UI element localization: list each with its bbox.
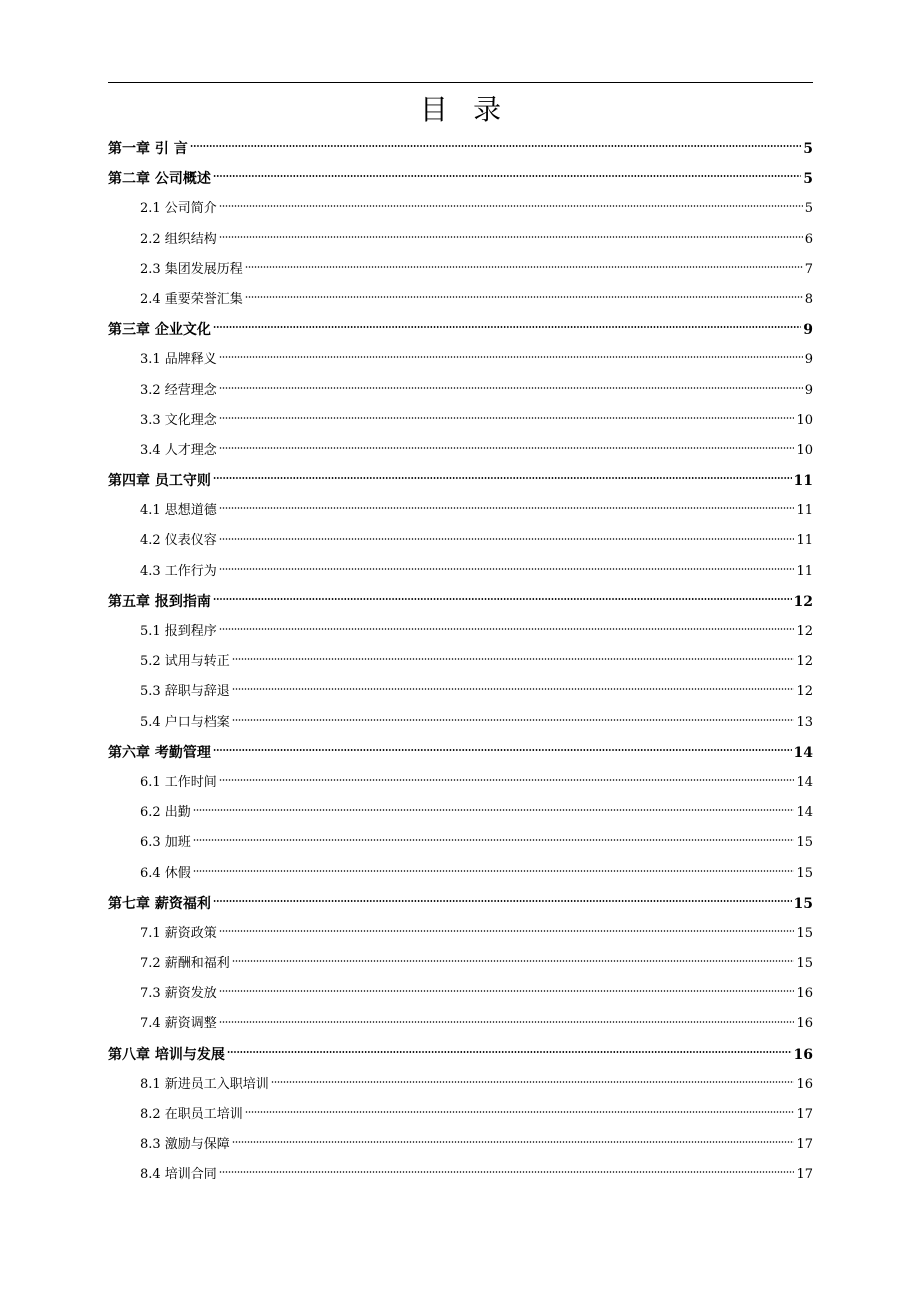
toc-dot-leader xyxy=(213,900,792,902)
toc-entry-page-number: 11 xyxy=(796,503,813,519)
toc-entry-page-number: 12 xyxy=(796,654,813,670)
toc-entry-page-number: 15 xyxy=(796,956,813,972)
toc-entry-page-number: 9 xyxy=(804,352,813,368)
toc-entry-label: 8.4 培训合同 xyxy=(140,1167,217,1183)
toc-entry-page-number: 5 xyxy=(803,171,813,188)
toc-dot-leader xyxy=(232,688,795,690)
toc-chapter-entry[interactable] xyxy=(108,889,813,919)
toc-section-entry[interactable] xyxy=(108,677,813,707)
toc-section-entry[interactable] xyxy=(108,979,813,1009)
toc-section-entry[interactable] xyxy=(108,225,813,255)
toc-dot-leader xyxy=(232,719,795,721)
toc-section-entry[interactable] xyxy=(108,949,813,979)
toc-dot-leader xyxy=(193,809,795,811)
toc-entry-label: 3.4 人才理念 xyxy=(140,442,217,458)
toc-entry-page-number: 10 xyxy=(796,442,813,458)
toc-section-entry[interactable] xyxy=(108,255,813,285)
toc-entry-label: 第五章 报到指南 xyxy=(108,593,211,610)
toc-section-entry[interactable] xyxy=(108,557,813,587)
toc-dot-leader xyxy=(213,175,801,177)
toc-entry-page-number: 15 xyxy=(796,835,813,851)
toc-dot-leader xyxy=(219,538,795,540)
toc-entry-label: 7.3 薪资发放 xyxy=(140,986,217,1002)
toc-entry-page-number: 15 xyxy=(796,865,813,881)
toc-entry-page-number: 11 xyxy=(796,563,813,579)
toc-entry-label: 第七章 薪资福利 xyxy=(108,895,211,912)
toc-entry-label: 第二章 公司概述 xyxy=(108,171,211,188)
toc-entry-label: 第一章 引 言 xyxy=(108,141,188,157)
toc-entry-label: 7.1 薪资政策 xyxy=(140,925,217,941)
toc-entry-label: 第三章 企业文化 xyxy=(108,322,211,339)
toc-entry-label: 5.2 试用与转正 xyxy=(140,654,230,670)
toc-dot-leader xyxy=(232,1141,795,1143)
toc-title: 目录 xyxy=(419,93,527,126)
toc-entry-label: 4.2 仪表仪容 xyxy=(140,533,217,549)
toc-chapter-entry[interactable] xyxy=(108,134,813,164)
toc-entry-page-number: 9 xyxy=(803,322,813,339)
toc-entry-label: 6.1 工作时间 xyxy=(140,774,217,790)
toc-entry-page-number: 16 xyxy=(796,1076,813,1092)
toc-dot-leader xyxy=(219,930,795,932)
toc-entry-page-number: 15 xyxy=(793,895,813,912)
toc-dot-leader xyxy=(219,507,795,509)
toc-section-entry[interactable] xyxy=(108,1070,813,1100)
toc-entry-label: 7.2 薪酬和福利 xyxy=(140,956,230,972)
toc-entry-page-number: 16 xyxy=(796,986,813,1002)
toc-chapter-entry[interactable] xyxy=(108,738,813,768)
toc-section-entry[interactable] xyxy=(108,496,813,526)
toc-entry-label: 5.3 辞职与辞退 xyxy=(140,684,230,700)
toc-dot-leader xyxy=(219,779,795,781)
toc-section-entry[interactable] xyxy=(108,1100,813,1130)
toc-entry-page-number: 9 xyxy=(804,382,813,398)
toc-chapter-entry[interactable] xyxy=(108,466,813,496)
toc-entry-label: 3.2 经营理念 xyxy=(140,382,217,398)
toc-entry-label: 8.3 激励与保障 xyxy=(140,1137,230,1153)
toc-dot-leader xyxy=(219,447,795,449)
toc-entry-page-number: 8 xyxy=(804,291,813,307)
toc-section-entry[interactable] xyxy=(108,828,813,858)
toc-section-entry[interactable] xyxy=(108,708,813,738)
toc-dot-leader xyxy=(245,296,803,298)
toc-dot-leader xyxy=(219,356,803,358)
toc-entry-page-number: 16 xyxy=(796,1016,813,1032)
toc-entry-page-number: 15 xyxy=(796,925,813,941)
toc-section-entry[interactable] xyxy=(108,1130,813,1160)
toc-section-entry[interactable] xyxy=(108,919,813,949)
toc-chapter-entry[interactable] xyxy=(108,587,813,617)
toc-chapter-entry[interactable] xyxy=(108,315,813,345)
toc-entry-label: 6.4 休假 xyxy=(140,865,191,881)
toc-section-entry[interactable] xyxy=(108,526,813,556)
toc-dot-leader xyxy=(213,477,792,479)
toc-section-entry[interactable] xyxy=(108,1009,813,1039)
toc-dot-leader xyxy=(193,870,795,872)
toc-entry-page-number: 13 xyxy=(796,714,813,730)
toc-entry-label: 2.1 公司简介 xyxy=(140,201,217,217)
toc-section-entry[interactable] xyxy=(108,406,813,436)
toc-dot-leader xyxy=(227,1051,792,1053)
toc-entry-page-number: 12 xyxy=(796,624,813,639)
toc-dot-leader xyxy=(271,1081,795,1083)
toc-dot-leader xyxy=(232,960,795,962)
toc-entry-page-number: 14 xyxy=(796,774,813,790)
toc-dot-leader xyxy=(213,598,792,600)
toc-entry-label: 第四章 员工守则 xyxy=(108,473,211,490)
toc-entry-label: 4.3 工作行为 xyxy=(140,563,217,579)
toc-entry-page-number: 7 xyxy=(804,261,813,277)
toc-dot-leader xyxy=(190,145,802,147)
toc-section-entry[interactable] xyxy=(108,617,813,647)
toc-entry-label: 8.1 新进员工入职培训 xyxy=(140,1076,269,1092)
toc-dot-leader xyxy=(219,568,795,570)
toc-entry-page-number: 5 xyxy=(803,141,813,157)
toc-chapter-entry[interactable] xyxy=(108,1040,813,1070)
toc-section-entry[interactable] xyxy=(108,285,813,315)
toc-entry-label: 8.2 在职员工培训 xyxy=(140,1107,243,1122)
toc-entry-label: 5.4 户口与档案 xyxy=(140,714,230,730)
toc-entry-label: 6.3 加班 xyxy=(140,835,191,851)
toc-dot-leader xyxy=(219,387,803,389)
toc-section-entry[interactable] xyxy=(108,345,813,375)
toc-entry-page-number: 12 xyxy=(793,593,813,610)
toc-dot-leader xyxy=(213,326,801,328)
toc-chapter-entry[interactable] xyxy=(108,164,813,194)
toc-section-entry[interactable] xyxy=(108,376,813,406)
toc-dot-leader xyxy=(219,628,795,630)
toc-dot-leader xyxy=(219,417,795,419)
toc-entry-label: 4.1 思想道德 xyxy=(140,503,217,519)
toc-entry-label: 3.1 品牌释义 xyxy=(140,352,217,368)
toc-entry-page-number: 5 xyxy=(804,201,813,217)
header-rule xyxy=(108,82,813,83)
toc-list xyxy=(108,134,813,1191)
toc-entry-label: 5.1 报到程序 xyxy=(140,624,217,639)
toc-section-entry[interactable] xyxy=(108,1160,813,1190)
toc-entry-page-number: 16 xyxy=(793,1046,813,1063)
toc-entry-page-number: 17 xyxy=(796,1167,813,1183)
toc-entry-page-number: 14 xyxy=(793,744,813,761)
toc-entry-page-number: 14 xyxy=(796,805,813,821)
toc-section-entry[interactable] xyxy=(108,768,813,798)
toc-entry-page-number: 10 xyxy=(796,412,813,428)
toc-section-entry[interactable] xyxy=(108,436,813,466)
toc-entry-page-number: 12 xyxy=(796,684,813,700)
toc-dot-leader xyxy=(219,1171,795,1173)
toc-dot-leader xyxy=(193,839,795,841)
toc-entry-page-number: 11 xyxy=(796,533,813,549)
toc-section-entry[interactable] xyxy=(108,859,813,889)
toc-dot-leader xyxy=(219,1021,795,1023)
toc-dot-leader xyxy=(213,749,792,751)
toc-dot-leader xyxy=(232,658,795,660)
toc-entry-label: 3.3 文化理念 xyxy=(140,412,217,428)
toc-section-entry[interactable] xyxy=(108,798,813,828)
toc-entry-page-number: 17 xyxy=(796,1107,813,1122)
toc-entry-label: 第八章 培训与发展 xyxy=(108,1046,225,1063)
toc-entry-label: 2.4 重要荣誉汇集 xyxy=(140,291,243,307)
toc-entry-label: 第六章 考勤管理 xyxy=(108,744,211,761)
toc-entry-label: 2.2 组织结构 xyxy=(140,231,217,247)
toc-dot-leader xyxy=(219,990,795,992)
toc-dot-leader xyxy=(219,236,803,238)
toc-entry-page-number: 11 xyxy=(793,473,813,490)
toc-dot-leader xyxy=(219,205,803,207)
toc-dot-leader xyxy=(245,1111,795,1113)
toc-section-entry[interactable] xyxy=(108,647,813,677)
toc-entry-label: 6.2 出勤 xyxy=(140,805,191,821)
toc-entry-page-number: 17 xyxy=(796,1137,813,1153)
toc-dot-leader xyxy=(245,266,803,268)
toc-entry-page-number: 6 xyxy=(804,231,813,247)
toc-entry-label: 7.4 薪资调整 xyxy=(140,1016,217,1032)
toc-entry-label: 2.3 集团发展历程 xyxy=(140,261,243,277)
toc-section-entry[interactable] xyxy=(108,194,813,224)
